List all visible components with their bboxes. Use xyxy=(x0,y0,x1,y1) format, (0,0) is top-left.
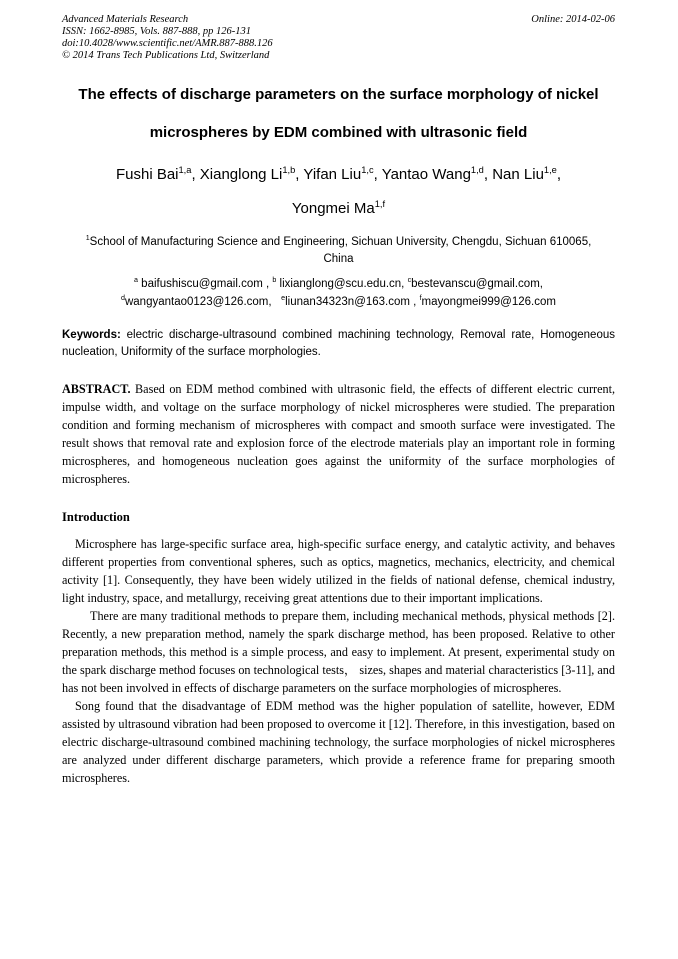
author-sep: , xyxy=(295,166,304,183)
author-affil-sup: 1,d xyxy=(470,165,484,175)
keywords xyxy=(62,327,615,361)
affiliation-line-2: China xyxy=(323,253,354,265)
intro-paragraph-2: There are many traditional methods to prepare them, including mechanical methods, physical methods [2]. Recently, a new preparation method, namely the spark discharge method, has been proposed. Relative to other preparation methods, this method is a simple process, and easy to implement. At present, experimental study on the spark discharge method focuses on technological tests， sizes, shapes and material characteristics [3-11], and has not been involved in effects of discharge parameters on the surface morphologies of microspheres. xyxy=(62,609,615,695)
affiliation-text-1: School of Manufacturing Science and Engineering, Sichuan University, Chengdu, Sichuan 610065, xyxy=(89,236,592,248)
author-name: Yifan Liu xyxy=(303,166,362,183)
online-date: Online: 2014-02-06 xyxy=(531,14,615,25)
email-sup: d xyxy=(121,294,125,303)
email-sup: f xyxy=(419,294,422,303)
email-list xyxy=(62,275,615,311)
author-sep: , xyxy=(483,166,493,183)
authors-line-1 xyxy=(62,158,615,192)
section-heading-introduction: Introduction xyxy=(62,510,130,524)
email-c: bestevanscu@gmail.com, xyxy=(411,278,543,290)
paper-page xyxy=(62,14,615,787)
author-name: Fushi Bai xyxy=(115,166,179,183)
issn-line: ISSN: 1662-8985, Vols. 887-888, pp 126-131 xyxy=(62,26,251,37)
author-sep: , xyxy=(191,166,200,183)
affiliation xyxy=(62,234,615,268)
email-f: mayongmei999@126.com xyxy=(421,296,556,308)
email-sup: b xyxy=(272,276,277,285)
email-d: wangyantao0123@126.com, xyxy=(124,296,282,308)
email-e: liunan34323n@163.com , xyxy=(285,296,420,308)
emails-line-1 xyxy=(62,275,615,293)
abstract-label: ABSTRACT. xyxy=(62,382,131,396)
author-sep: , xyxy=(373,166,382,183)
title-line-2: microspheres by EDM combined with ultrasonic field xyxy=(149,124,528,141)
author-name: Xianglong Li xyxy=(199,166,283,183)
affiliation-line-1 xyxy=(62,234,615,251)
author-affil-sup: 1,c xyxy=(361,165,374,175)
author-name: Yongmei Ma xyxy=(291,200,375,217)
keywords-label: Keywords: xyxy=(62,329,121,341)
author-affil-sup: 1,b xyxy=(282,165,296,175)
author-affil-sup: 1,e xyxy=(543,165,557,175)
title-line-1: The effects of discharge parameters on the surface morphology of nickel xyxy=(78,86,599,103)
authors-line-2 xyxy=(62,192,615,226)
paper-title xyxy=(62,76,615,152)
journal-header xyxy=(62,14,615,62)
intro-paragraph-1: Microsphere has large-specific surface area, high-specific surface energy, and catalytic activity, and behaves different properties from conventional spheres, such as optics, magnetics, mechanics, electricity, and chemical activity [1]. Consequently, they have been widely utilized in the fields of national defense, chemical industry, light industry, space, and metallurgy, receiving great attentions due to their important implications. xyxy=(62,537,615,605)
author-sep: , xyxy=(556,166,562,183)
author-name: Nan Liu xyxy=(492,166,544,183)
copyright-line: © 2014 Trans Tech Publications Ltd, Switzerland xyxy=(62,50,270,61)
email-sup: c xyxy=(407,276,412,285)
intro-paragraph-3: Song found that the disadvantage of EDM method was the higher population of satellite, however, EDM assisted by ultrasound vibration had been proposed to overcome it [12]. Therefore, in this investigation, based on electric discharge-ultrasound combined machining technology, the surface morphologies of nickel microspheres are analyzed under different discharge parameters, which provide a reference frame for preparing smooth microspheres. xyxy=(62,699,615,785)
email-sup: e xyxy=(281,294,286,303)
keywords-text: electric discharge-ultrasound combined machining technology, Removal rate, Homogeneous nucleation, Uniformity of the surface morphologies. xyxy=(62,329,615,358)
doi-line: doi:10.4028/www.scientific.net/AMR.887-888.126 xyxy=(62,38,273,49)
email-b: lixianglong@scu.edu.cn, xyxy=(276,278,408,290)
abstract xyxy=(62,380,615,488)
author-affil-sup: 1,a xyxy=(178,165,192,175)
emails-line-2 xyxy=(62,293,615,311)
abstract-text: Based on EDM method combined with ultrasonic field, the effects of different electric current, impulse width, and voltage on the surface morphology of nickel microspheres were studied. The preparation condition and forming mechanism of microspheres with compact and smooth surface were investigated. The result shows that removal rate and explosion force of the electrode materials play an important role in forming microspheres, and homogeneous nucleation goes against the uniformity of the surface morphologies of microspheres. xyxy=(62,382,615,486)
affiliation-sup: 1 xyxy=(85,234,90,243)
author-affil-sup: 1,f xyxy=(374,199,386,209)
journal-name: Advanced Materials Research xyxy=(62,14,189,25)
author-list xyxy=(62,158,615,226)
email-sup: a xyxy=(134,276,138,285)
author-name: Yantao Wang xyxy=(381,166,471,183)
email-a: baifushiscu@gmail.com , xyxy=(137,278,273,290)
